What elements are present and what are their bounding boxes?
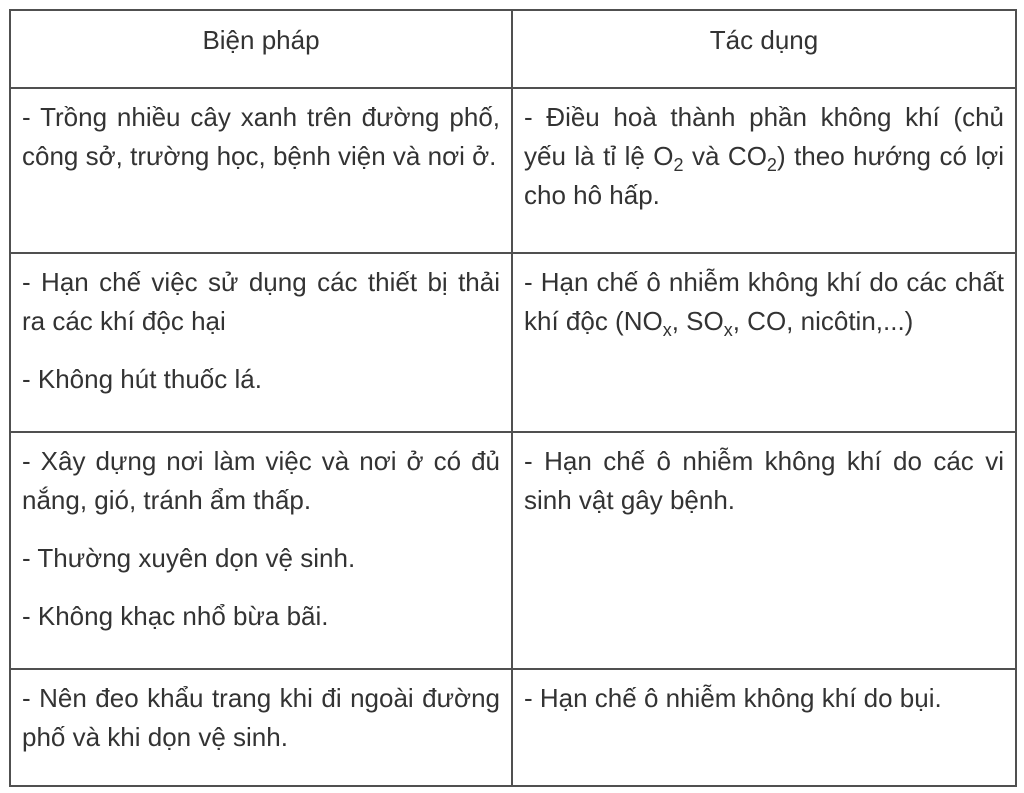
effect-text: - Hạn chế ô nhiễm không khí do các vi sinh vật gây bệnh.: [524, 446, 1004, 515]
subscript: 2: [673, 155, 684, 175]
measure-text: - Không khạc nhổ bừa bãi.: [22, 601, 329, 631]
effect-cell: [512, 432, 1016, 669]
effect-cell: [512, 669, 1016, 786]
table-row: [10, 432, 1016, 669]
effect-text-part: ) theo hướng có lợi cho hô hấp.: [524, 141, 1004, 210]
effect-text-part: - Hạn chế ô nhiễm không khí do các chất khí độc (NO: [524, 267, 1004, 336]
table-row: [10, 253, 1016, 432]
effect-text: [524, 98, 1004, 215]
measure-text: - Nên đeo khẩu trang khi đi ngoài đường phố và khi dọn vệ sinh.: [22, 683, 500, 752]
effect-text-part: , SO: [671, 306, 724, 336]
measure-cell: [10, 669, 512, 786]
measure-cell: [10, 432, 512, 669]
subscript: 2: [766, 155, 777, 175]
effect-text-part: , CO, nicôtin,...): [732, 306, 914, 336]
effect-cell: [512, 88, 1016, 253]
measure-text: - Xây dựng nơi làm việc và nơi ở có đủ nắng, gió, tránh ẩm thấp.: [22, 446, 500, 515]
measure-text: - Thường xuyên dọn vệ sinh.: [22, 543, 356, 573]
effect-text-part: - Điều hoà thành phần không khí (chủ yếu là tỉ lệ O: [524, 102, 1004, 171]
table-row: [10, 669, 1016, 786]
effect-text-part: và CO: [683, 141, 767, 171]
measures-effects-table: [9, 9, 1017, 787]
effect-text: [524, 263, 1004, 341]
measure-text: - Hạn chế việc sử dụng các thiết bị thải ra các khí độc hại: [22, 267, 500, 336]
header-measures: Biện pháp: [10, 10, 512, 88]
table-row: [10, 88, 1016, 253]
effect-text: - Hạn chế ô nhiễm không khí do bụi.: [524, 683, 942, 713]
measure-cell: [10, 253, 512, 432]
measure-text: - Trồng nhiều cây xanh trên đường phố, công sở, trường học, bệnh viện và nơi ở.: [22, 102, 500, 171]
measure-text: - Không hút thuốc lá.: [22, 364, 262, 394]
header-effects: Tác dụng: [512, 10, 1016, 88]
header-row: [10, 10, 1016, 88]
effect-cell: [512, 253, 1016, 432]
subscript: x: [723, 320, 733, 340]
measure-cell: [10, 88, 512, 253]
subscript: x: [662, 320, 672, 340]
